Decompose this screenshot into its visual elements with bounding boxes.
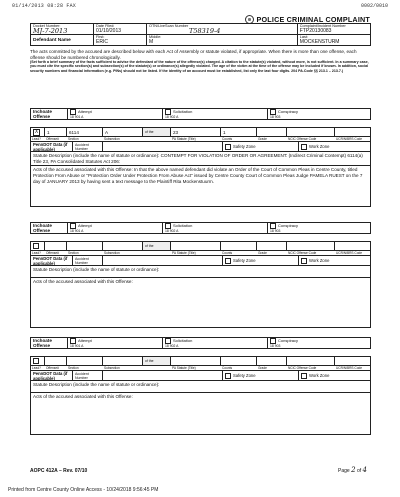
offense-section: 6114 [67, 128, 103, 136]
page-of: of [356, 468, 362, 474]
middle-label: Middle: [149, 35, 162, 39]
fax-header-right: 0002/0010 [360, 3, 388, 9]
accident-label: Accident Number [73, 142, 103, 151]
offense-code-row [30, 241, 371, 250]
work-zone-checkbox[interactable] [301, 373, 307, 379]
lead-checkbox[interactable] [33, 243, 39, 249]
complaint-label: Complaint/Incident Number [299, 24, 346, 28]
accident-label: Accident Number [73, 256, 103, 265]
printed-footer: Printed from Centre County Online Access - 10/24/2018 9:56:45 PM [8, 487, 159, 493]
inchoate-label: Inchoate Offense [31, 338, 68, 349]
penndot-row: PennDOT Data (if applicable) Accident Number Safety Zone Work Zone [30, 255, 371, 266]
statute-description: Statute Description (include the name of statute or ordinance): [30, 266, 371, 278]
intro-text: The acts committed by the accused are described below with each Act of Assembly or statute violated, if appropriate. When there is more than one offense, each offense should be numbered chronologically. [30, 49, 357, 60]
offense-counts: 1 [221, 128, 257, 136]
offense-block-1 [30, 108, 371, 207]
work-zone-checkbox[interactable] [301, 144, 307, 150]
form-number: AOPC 412A – Rev. 07/10 [30, 468, 88, 474]
offense-subsection: A [103, 128, 143, 136]
penndot-label: PennDOT Data (if applicable) [31, 371, 73, 380]
docket-label: Docket Number: [33, 24, 61, 28]
page-label: Page [338, 468, 350, 474]
of-the-label: of the [143, 357, 171, 365]
fax-header-left: 01/14/2013 08:28 FAX [12, 3, 77, 9]
first-value: ERIC [96, 39, 108, 45]
work-zone-checkbox[interactable] [301, 258, 307, 264]
offense-block-2 [30, 222, 371, 328]
last-value: MOCKENSTURM [299, 39, 340, 45]
offense-acts: Acts of the accused associated with this Offense: [30, 393, 371, 435]
offense-legend: Lead? Offense# Section Subsection PA Statute (Title) Counts Grade NCIC Offense Code UCR/NIBRS Code [30, 250, 371, 255]
offense-code-row [30, 127, 371, 136]
penndot-row: PennDOT Data (if applicable) Accident Number Safety Zone Work Zone [30, 141, 371, 152]
page-indicator [338, 467, 367, 474]
page-number: 2 [351, 466, 356, 474]
inchoate-row: Inchoate Offense Attempt 18 901 A Solicitation 18 902 A Conspiracy 18 903 [30, 222, 371, 234]
penndot-label: PennDOT Data (if applicable) [31, 256, 73, 265]
inchoate-row: Inchoate Offense Attempt 18 901 A Solicitation 18 902 A Conspiracy 18 903 [30, 337, 371, 349]
date-label: Date Filed: [96, 24, 115, 28]
penndot-label: PennDOT Data (if applicable) [31, 142, 73, 151]
safety-zone-checkbox[interactable] [225, 373, 231, 379]
of-the-label: of the [143, 128, 171, 136]
offense-code-row [30, 356, 371, 365]
statute-description: Statute Description (include the name of statute or ordinance): CONTEMPT FOR VIOLATION OF ORDER OR AGREEMENT: (Indirect Criminal Contempt) 6114(a) Title 23, PA Consolidated Statutes Act 206: [30, 152, 371, 166]
last-label: Last: [299, 35, 308, 39]
middle-value: M [149, 39, 154, 45]
intro-paragraph [30, 49, 370, 73]
inchoate-label: Inchoate Offense [31, 223, 68, 234]
intro-instructions: (Set forth a brief summary of the facts sufficient to advise the defendant of the nature of the offense(s) charged. A citation to the statute(s) violated, without more, is not sufficient. In a summary case, you must cite the specific section(s) and subsection(s) of the statute(s) or ordinance(s) allegedly violated. The age of the victim at the time of the offense may be included if known. In addition, social security numbers and financial information (e.g. PINs) should not be listed. If the identity of an account must be established, list only the last four digits. 204 PA.Code §§ 213.1 – 213.7.) [30, 60, 369, 73]
statute-description: Statute Description (include the name of statute or ordinance): [30, 381, 371, 393]
defendant-label: Defendant Name [31, 35, 94, 46]
offense-number: 1 [45, 128, 67, 136]
header-table [30, 23, 371, 46]
offense-acts: Acts of the accused associated with this Offense: In that the above named defendant did violate an Order of the Court of Common Pleas in Centre County, titled Protection From Abuse or "Protection Order Under Protection From Abuse Act" issued by Centre County Court of Common Pleas Judge PAMELA RUEST on the 7 day of JANUARY 2013 by having sent a text message to the Plaintiff Rita Mockenstuurm. [30, 166, 371, 207]
otn-label: OTN/LiveScan Number [149, 24, 189, 28]
offense-legend: Lead? Offense# Section Subsection PA Statute (Title) Counts Grade NCIC Offense Code UCR/NIBRS Code [30, 365, 371, 370]
accident-label: Accident Number [73, 371, 103, 380]
offense-title: 23 [171, 128, 221, 136]
offense-block-3 [30, 337, 371, 435]
lead-checkbox[interactable]: X [34, 128, 39, 135]
offense-acts: Acts of the accused associated with this Offense: [30, 278, 371, 328]
inchoate-row: Inchoate Offense Attempt 18 901 A Solicitation 18 902 A Conspiracy 18 903 [30, 108, 371, 120]
first-label: First: [96, 35, 105, 39]
offense-legend: Lead? Offense# Section Subsection PA Statute (Title) Counts Grade NCIC Offense Code UCR/NIBRS Code [30, 136, 371, 141]
complaint-value: FTP20130083 [299, 28, 332, 34]
safety-zone-checkbox[interactable] [225, 258, 231, 264]
otn-value: T58319-4 [189, 27, 221, 35]
date-value: 01/10/2013 [96, 28, 122, 34]
of-the-label: of the [143, 242, 171, 250]
docket-value: MJ-7-2013 [33, 27, 68, 35]
page-total: 4 [362, 466, 367, 474]
inchoate-label: Inchoate Offense [31, 109, 68, 120]
penndot-row: PennDOT Data (if applicable) Accident Number Safety Zone Work Zone [30, 370, 371, 381]
page-title: POLICE CRIMINAL COMPLAINT [245, 15, 370, 24]
lead-checkbox[interactable] [33, 358, 39, 364]
safety-zone-checkbox[interactable] [225, 144, 231, 150]
